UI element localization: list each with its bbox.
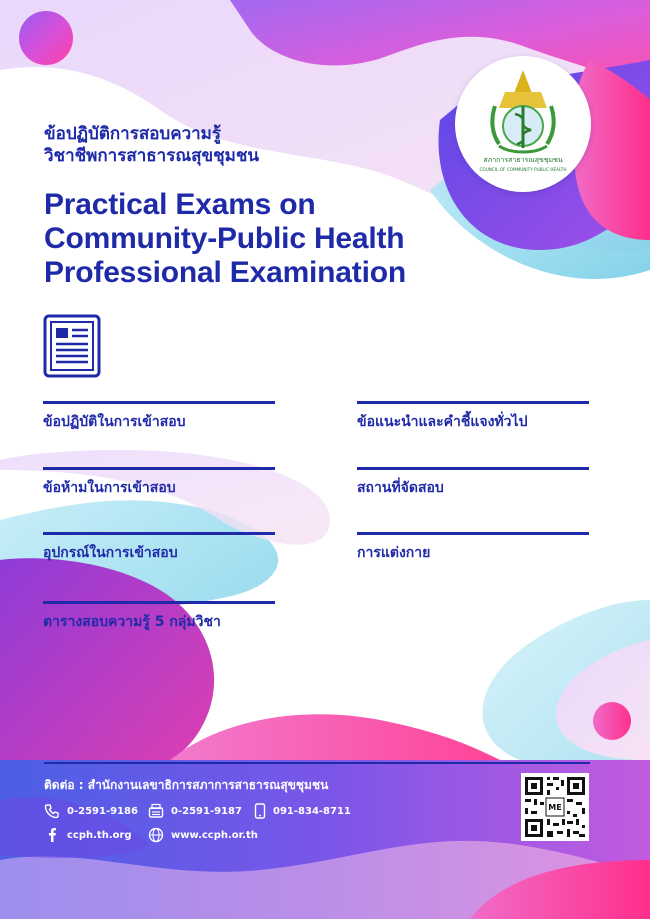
menu-rule bbox=[357, 532, 589, 535]
mobile-phone-icon bbox=[254, 803, 266, 819]
qr-label: ME bbox=[548, 803, 562, 812]
logo-english-text: COUNCIL OF COMMUNITY PUBLIC HEALTH bbox=[479, 167, 567, 172]
menu-rule bbox=[357, 401, 589, 404]
qr-code[interactable] bbox=[521, 773, 589, 841]
menu-label: การแต่งกาย bbox=[357, 545, 431, 561]
menu-label: อุปกรณ์ในการเข้าสอบ bbox=[43, 545, 178, 561]
website-url: www.ccph.or.th bbox=[171, 829, 258, 841]
menu-dress-code[interactable] bbox=[357, 532, 589, 572]
mobile-contact[interactable] bbox=[254, 802, 351, 820]
globe-icon bbox=[148, 827, 164, 843]
menu-exam-equipment[interactable] bbox=[43, 532, 275, 572]
menu-general-advice[interactable] bbox=[357, 401, 589, 441]
phone-number: 0-2591-9186 bbox=[67, 805, 138, 817]
english-title-line2: Community-Public Health bbox=[44, 222, 405, 255]
thai-title-line1: ข้อปฏิบัติการสอบความรู้ bbox=[44, 124, 222, 144]
facebook-contact[interactable] bbox=[44, 826, 132, 844]
menu-label: ตารางสอบความรู้ 5 กลุ่มวิชา bbox=[43, 614, 221, 630]
phone-icon bbox=[44, 803, 60, 819]
thai-title-line2: วิชาชีพการสาธารณสุขชุมชน bbox=[44, 146, 259, 166]
english-title bbox=[44, 188, 406, 290]
fax-icon bbox=[148, 803, 164, 819]
footer-divider bbox=[44, 762, 590, 764]
facebook-icon bbox=[44, 827, 60, 843]
fax-number: 0-2591-9187 bbox=[171, 805, 242, 817]
document-icon bbox=[43, 314, 101, 378]
menu-exam-rules[interactable] bbox=[43, 401, 275, 441]
phone-contact[interactable] bbox=[44, 802, 138, 820]
website-contact[interactable] bbox=[148, 826, 258, 844]
menu-rule bbox=[43, 532, 275, 535]
thai-title bbox=[44, 123, 259, 167]
menu-rule bbox=[43, 467, 275, 470]
english-title-line3: Professional Examination bbox=[44, 256, 406, 289]
menu-rule bbox=[43, 401, 275, 404]
menu-label: สถานที่จัดสอบ bbox=[357, 480, 444, 496]
menu-label: ข้อปฏิบัติในการเข้าสอบ bbox=[43, 414, 186, 430]
council-emblem-icon bbox=[455, 56, 591, 192]
menu-exam-schedule[interactable] bbox=[43, 601, 275, 641]
menu-rule bbox=[357, 467, 589, 470]
facebook-page: ccph.th.org bbox=[67, 829, 132, 841]
menu-label: ข้อห้ามในการเข้าสอบ bbox=[43, 480, 176, 496]
contact-office: ติดต่อ : สำนักงานเลขาธิการสภาการสาธารณสุขชุมชน bbox=[44, 778, 329, 792]
menu-rule bbox=[43, 601, 275, 604]
menu-label: ข้อแนะนำและคำชี้แจงทั่วไป bbox=[357, 414, 528, 430]
mobile-number: 091-834-8711 bbox=[273, 805, 351, 817]
menu-exam-prohibitions[interactable] bbox=[43, 467, 275, 507]
council-logo bbox=[455, 56, 591, 192]
logo-thai-text: สภาการสาธารณสุขชุมชน bbox=[483, 156, 563, 164]
menu-exam-venue[interactable] bbox=[357, 467, 589, 507]
english-title-line1: Practical Exams on bbox=[44, 188, 316, 221]
fax-contact[interactable] bbox=[148, 802, 242, 820]
